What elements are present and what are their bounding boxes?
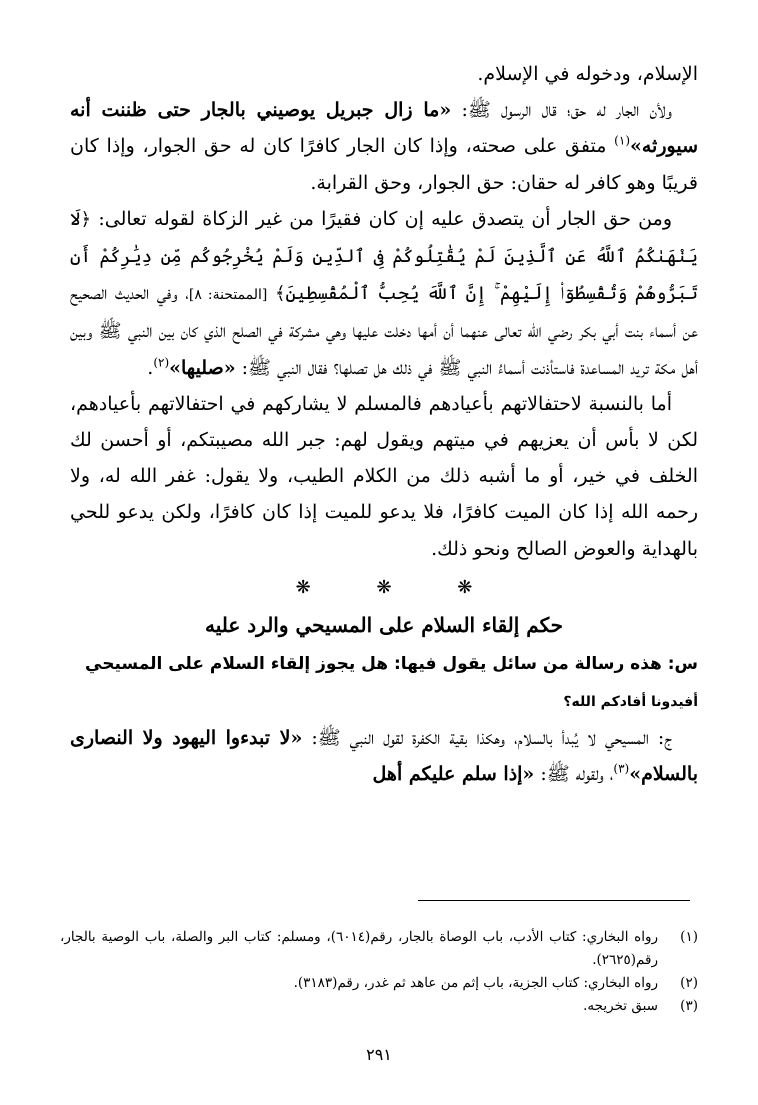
footnote: [60, 926, 698, 972]
quran-verse: ﴿لَا يَنْهَىٰكُمُ ٱللَّهُ عَنِ ٱلَّذِينَ لَمْ يُقَٰتِلُوكُمْ فِى ٱلدِّينِ وَلَمْ يُخْرِجُوكُم مِّن دِيَٰرِكُمْ أَن تَبَرُّوهُمْ وَتُقْسِطُوٓا۟ إِلَيْهِمْ ۚ إِنَّ ٱللَّهَ يُحِبُّ ٱلْمُقْسِطِينَ﴾: [70, 208, 699, 305]
footnote-marker[interactable]: (٣): [613, 762, 630, 777]
footnotes: [60, 926, 698, 1018]
main-text: [70, 56, 698, 793]
footnote-text: رواه البخاري: كتاب الأدب، باب الوصاة بالجار، رقم(٦٠١٤)، ومسلم: كتاب البر والصلة، باب الوصية بالجار، رقم(٢٦٢٥).: [60, 929, 658, 968]
footnote-marker[interactable]: (١): [614, 134, 630, 149]
text-span: متفق على صحته، وإذا كان الجار كافرًا كان له حق الجوار، وإذا كان قريبًا وهو كافر له حقان: حق الجوار، وحق القرابة.: [70, 135, 698, 194]
footnote: [60, 972, 698, 995]
page-number: ٢٩١: [366, 1045, 392, 1064]
section-heading: حكم إلقاء السلام على المسيحي والرد عليه: [204, 612, 564, 637]
text-span: ، ولقوله ﷺ:: [534, 763, 614, 786]
paragraph-charity: [70, 201, 698, 386]
footnote-text: رواه البخاري: كتاب الجزية، باب إثم من عاهد ثم غدر، رقم(٣١٨٣).: [293, 975, 658, 991]
text-span: ومن حق الجار أن يتصدق عليه إن كان فقيرًا من غير الزكاة لقوله تعالى:: [98, 207, 672, 230]
section-divider: [70, 571, 698, 605]
footnote-separator: [418, 900, 690, 901]
star-ornament-icon: ❋: [457, 576, 473, 598]
star-ornament-icon: ❋: [295, 576, 311, 598]
paragraph-continuation: [70, 56, 698, 92]
text-span: .: [147, 356, 154, 379]
question-line: س: هذه رسالة من سائل يقول فيها: هل يجوز إلقاء السلام على المسيحي: [85, 653, 698, 674]
question: [70, 645, 698, 720]
text-span: ، وفي الحديث الصحيح عن أسماء بنت أبي بكر رضي الله تعالى عنهما أن أمها دخلت عليها وهي مشركة في الصلح الذي كان بين النبي ﷺ وبين أهل مكة تريد المساعدة فاستأذنت أسماءُ النبي ﷺ في ذلك هل تصلها؟ فقال النبي ﷺ:: [70, 282, 698, 379]
paragraph-neighbor-right: [70, 92, 698, 201]
answer: [70, 720, 698, 792]
hadith-quote: «ما زال جبريل يوصيني بالجار حتى ظننت أنه سيورثه»: [70, 99, 698, 158]
footnote-number: (١): [680, 929, 698, 945]
hadith-quote: «صليها»: [169, 356, 236, 379]
hadith-quote: «إذا سلم عليكم أهل: [372, 763, 535, 786]
footnote: [60, 995, 698, 1018]
hadith-quote: «لا تبدءوا اليهود ولا النصارى بالسلام»: [70, 727, 698, 786]
text-span: ولأن الجار له حق؛ قال الرسول ﷺ:: [451, 99, 672, 122]
question-line: أفيدونا أفادكم الله؟: [563, 694, 698, 711]
footnote-text: سبق تخريجه.: [583, 998, 658, 1014]
text-line: الإسلام، ودخوله في الإسلام.: [477, 63, 698, 85]
text-span: ج: المسيحي لا يُبدأ بالسلام، وهكذا بقية الكفرة لقول النبي ﷺ:: [302, 727, 673, 750]
footnote-marker[interactable]: (٢): [153, 355, 170, 370]
footnote-number: (٢): [680, 975, 698, 991]
quran-reference: [الممتحنة: ٨]: [188, 287, 268, 304]
text-span: أما بالنسبة لاحتفالاتهم بأعيادهم فالمسلم لا يشاركهم في احتفالاتهم بأعيادهم، لكن لا بأس أن يعزيهم في ميتهم ويقول لهم: جبر الله مصيبتكم، أو أحسن لك الخلف في خير، أو ما أشبه ذلك من الكلام الطيب، ولا يقول: غفر الله له، ولا رحمه الله إذا كان الميت كافرًا، فلا يدعو للميت إذا كان كافرًا، ولكن يدعو للحي بالهداية والعوض الصالح ونحو ذلك.: [70, 392, 698, 560]
paragraph-festivals: [70, 386, 698, 567]
star-ornament-icon: ❋: [376, 576, 392, 598]
footnote-number: (٣): [680, 998, 698, 1014]
